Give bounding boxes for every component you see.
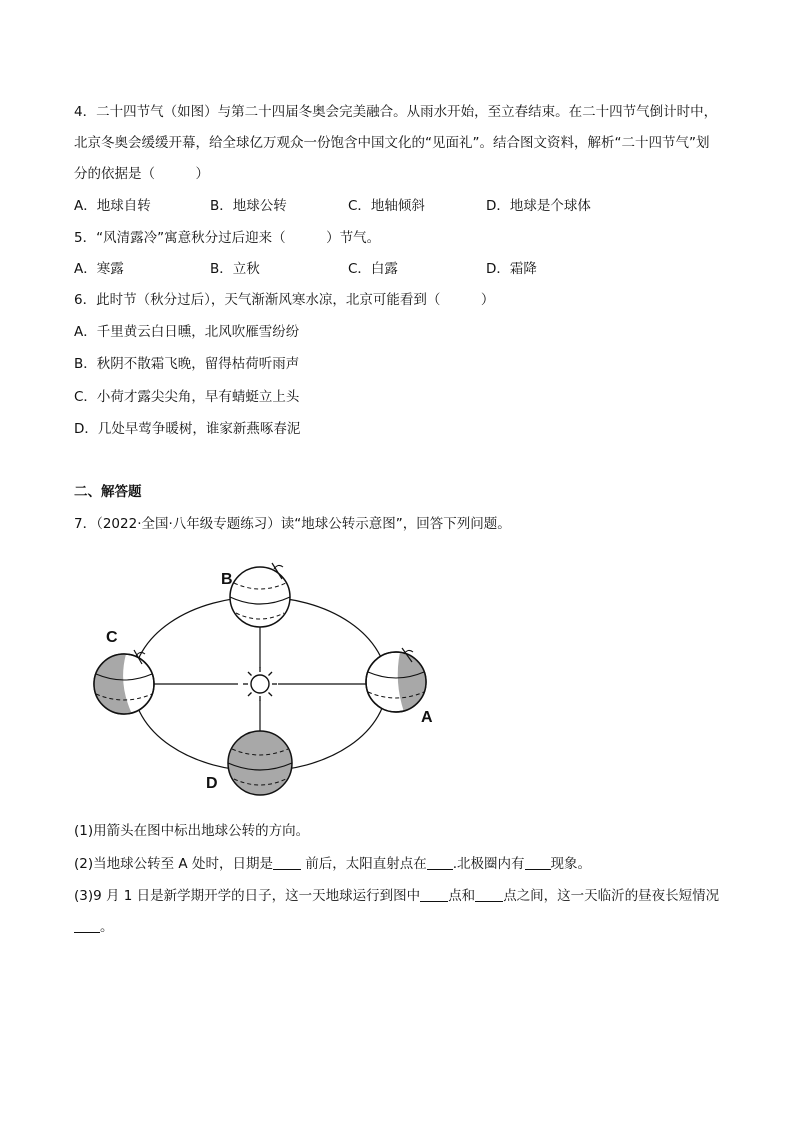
label-b: B — [221, 571, 233, 588]
answer-blank-point-2[interactable] — [475, 887, 503, 902]
q7-sub2-part-c: .北极圈内有 — [452, 856, 525, 872]
answer-blank-direct-point[interactable] — [427, 855, 453, 870]
earth-b-icon — [230, 563, 290, 627]
q7-sub3-cont — [74, 918, 114, 936]
q5-option-b[interactable]: B．立秋 — [210, 261, 260, 277]
earth-revolution-diagram — [88, 560, 448, 800]
q7-sub3-part-b: 点和 — [448, 888, 476, 904]
q4-stem-line2: 北京冬奥会缓缓开幕，给全球亿万观众一份饱含中国文化的“见面礼”。结合图文资料，解析“二十四节气”划 — [74, 135, 710, 151]
answer-blank-point-1[interactable] — [420, 887, 448, 902]
q4-option-a[interactable]: A．地球自转 — [74, 198, 151, 214]
q6-option-c[interactable]: C．小荷才露尖尖角，早有蜻蜓立上头 — [74, 389, 300, 405]
q7-sub3-part-c: 点之间，这一天临沂的昼夜长短情况 — [503, 888, 720, 904]
q7-sub2-part-b: 前后，太阳直射点在 — [300, 856, 427, 872]
q7-sub2-part-d: 现象。 — [550, 856, 592, 872]
q6-option-a[interactable]: A．千里黄云白日曛，北风吹雁雪纷纷 — [74, 324, 300, 340]
answer-blank-phenomenon[interactable] — [525, 855, 551, 870]
section-title: 二、解答题 — [74, 484, 142, 500]
answer-blank-day-night[interactable] — [74, 918, 100, 933]
q4-stem-line3: 分的依据是（ ） — [74, 166, 209, 182]
earth-d-icon — [228, 731, 292, 795]
label-d: D — [206, 775, 218, 792]
q4-option-b[interactable]: B．地球公转 — [210, 198, 287, 214]
q5-option-c[interactable]: C．白露 — [348, 261, 398, 277]
q5-stem: 5．“风清露冷”寓意秋分过后迎来（ ）节气。 — [74, 230, 381, 246]
q7-sub3-part-d: 。 — [100, 919, 114, 935]
q5-option-a[interactable]: A．寒露 — [74, 261, 124, 277]
q4-stem-line1: 4．二十四节气（如图）与第二十四届冬奥会完美融合。从雨水开始，至立春结束。在二十四节气倒计时中， — [74, 104, 718, 120]
earth-a-icon — [366, 648, 426, 712]
q7-sub2 — [74, 855, 591, 873]
sun-icon — [243, 667, 277, 701]
q7-sub3-part-a: (3)9 月 1 日是新学期开学的日子，这一天地球运行到图中 — [74, 888, 421, 904]
q6-option-d[interactable]: D．几处早莺争暖树，谁家新燕啄春泥 — [74, 421, 301, 437]
q7-sub2-part-a: (2)当地球公转至 A 处时，日期是 — [74, 856, 273, 872]
q7-sub3 — [74, 887, 719, 905]
label-a: A — [421, 709, 433, 726]
label-c: C — [106, 629, 118, 646]
q7-stem: 7．（2022·全国·八年级专题练习）读“地球公转示意图”，回答下列问题。 — [74, 516, 511, 532]
q7-sub1: (1)用箭头在图中标出地球公转的方向。 — [74, 823, 310, 839]
q5-option-d[interactable]: D．霜降 — [486, 261, 537, 277]
q6-stem: 6．此时节（秋分过后），天气渐渐风寒水凉，北京可能看到（ ） — [74, 292, 495, 308]
q6-option-b[interactable]: B．秋阴不散霜飞晚，留得枯荷听雨声 — [74, 356, 300, 372]
earth-c-icon — [94, 650, 154, 714]
q4-option-d[interactable]: D．地球是个球体 — [486, 198, 591, 214]
answer-blank-date[interactable] — [273, 855, 301, 870]
q4-option-c[interactable]: C．地轴倾斜 — [348, 198, 425, 214]
